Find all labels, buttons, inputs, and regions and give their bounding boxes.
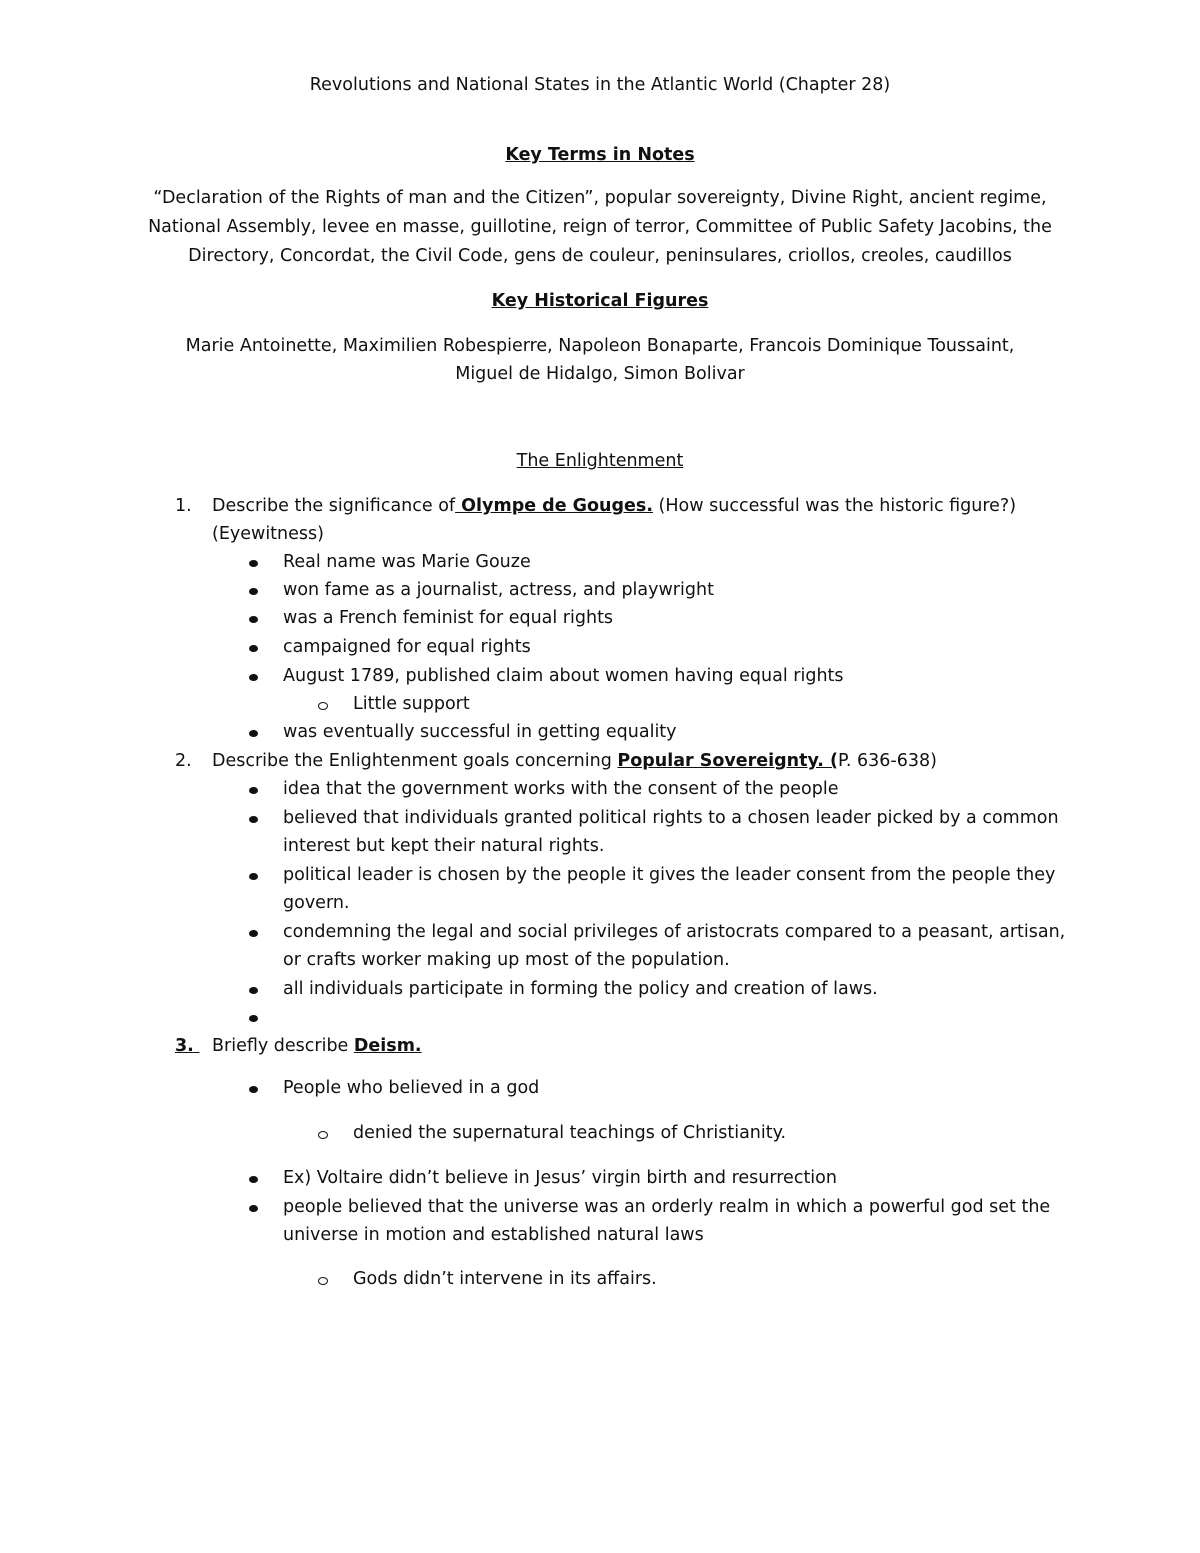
list-item: was a French feminist for equal rights [283, 608, 614, 628]
sub-list-item: denied the supernatural teachings of Christianity. [353, 1123, 787, 1143]
q3-number: 3. [175, 1036, 194, 1056]
sub-list-item: Gods didn’t intervene in its affairs. [353, 1269, 657, 1289]
list-item: all individuals participate in forming the policy and creation of laws. [283, 979, 878, 999]
sub-bullet-icon [318, 1277, 328, 1285]
q1-number: 1. [175, 496, 192, 516]
list-item-continuation: interest but kept their natural rights. [283, 836, 605, 856]
q2-number: 2. [175, 751, 192, 771]
bullet-icon [249, 560, 258, 567]
q1-term: Olympe de Gouges. [455, 496, 653, 516]
list-item: condemning the legal and social privileges of aristocrats compared to a peasant, artisan, [283, 922, 1066, 942]
key-figures-line: Miguel de Hidalgo, Simon Bolivar [455, 364, 745, 384]
q3-term: Deism. [353, 1036, 422, 1056]
q3-prompt: Briefly describe Deism. [212, 1036, 422, 1056]
q2-prompt: Describe the Enlightenment goals concerning Popular Sovereignty. (P. 636-638) [212, 751, 937, 771]
key-terms-line: National Assembly, levee en masse, guillotine, reign of terror, Committee of Public Safety Jacobins, the [148, 217, 1052, 237]
bullet-icon [249, 674, 258, 681]
sub-list-item: Little support [353, 694, 470, 714]
q1-continuation: (Eyewitness) [212, 524, 324, 544]
bullet-icon [249, 645, 258, 652]
key-terms-heading: Key Terms in Notes [505, 145, 695, 165]
bullet-icon [249, 1205, 258, 1212]
list-item: People who believed in a god [283, 1078, 540, 1098]
list-item: Real name was Marie Gouze [283, 552, 531, 572]
list-item: won fame as a journalist, actress, and playwright [283, 580, 714, 600]
key-terms-line: Directory, Concordat, the Civil Code, gens de couleur, peninsulares, criollos, creoles, caudillos [188, 246, 1012, 266]
bullet-icon [249, 1086, 258, 1093]
bullet-icon [249, 816, 258, 823]
list-item: believed that individuals granted political rights to a chosen leader picked by a common [283, 808, 1059, 828]
q2-term: Popular Sovereignty. ( [617, 751, 839, 771]
key-figures-heading: Key Historical Figures [491, 291, 709, 311]
document-title: Revolutions and National States in the Atlantic World (Chapter 28) [309, 75, 891, 95]
list-item-continuation: or crafts worker making up most of the population. [283, 950, 730, 970]
section-heading: The Enlightenment [516, 451, 684, 471]
bullet-icon [249, 616, 258, 623]
list-item: campaigned for equal rights [283, 637, 531, 657]
key-terms-line: “Declaration of the Rights of man and the Citizen”, popular sovereignty, Divine Right, ancient regime, [153, 188, 1047, 208]
bullet-icon [249, 1176, 258, 1183]
bullet-icon [249, 588, 258, 595]
q1-prompt: Describe the significance of Olympe de Gouges. (How successful was the historic figure?) [212, 496, 1017, 516]
list-item: Ex) Voltaire didn’t believe in Jesus’ virgin birth and resurrection [283, 1168, 837, 1188]
sub-bullet-icon [318, 1131, 328, 1139]
list-item: August 1789, published claim about women having equal rights [283, 666, 844, 686]
bullet-icon [249, 987, 258, 994]
list-item: political leader is chosen by the people it gives the leader consent from the people they [283, 865, 1056, 885]
list-item-continuation: universe in motion and established natural laws [283, 1225, 704, 1245]
bullet-icon [249, 1015, 258, 1022]
bullet-icon [249, 930, 258, 937]
list-item-continuation: govern. [283, 893, 350, 913]
bullet-icon [249, 787, 258, 794]
list-item: people believed that the universe was an orderly realm in which a powerful god set the [283, 1197, 1051, 1217]
list-item: was eventually successful in getting equality [283, 722, 677, 742]
bullet-icon [249, 730, 258, 737]
list-item: idea that the government works with the consent of the people [283, 779, 839, 799]
key-figures-line: Marie Antoinette, Maximilien Robespierre, Napoleon Bonaparte, Francois Dominique Toussaint, [185, 336, 1015, 356]
sub-bullet-icon [318, 702, 328, 710]
bullet-icon [249, 873, 258, 880]
